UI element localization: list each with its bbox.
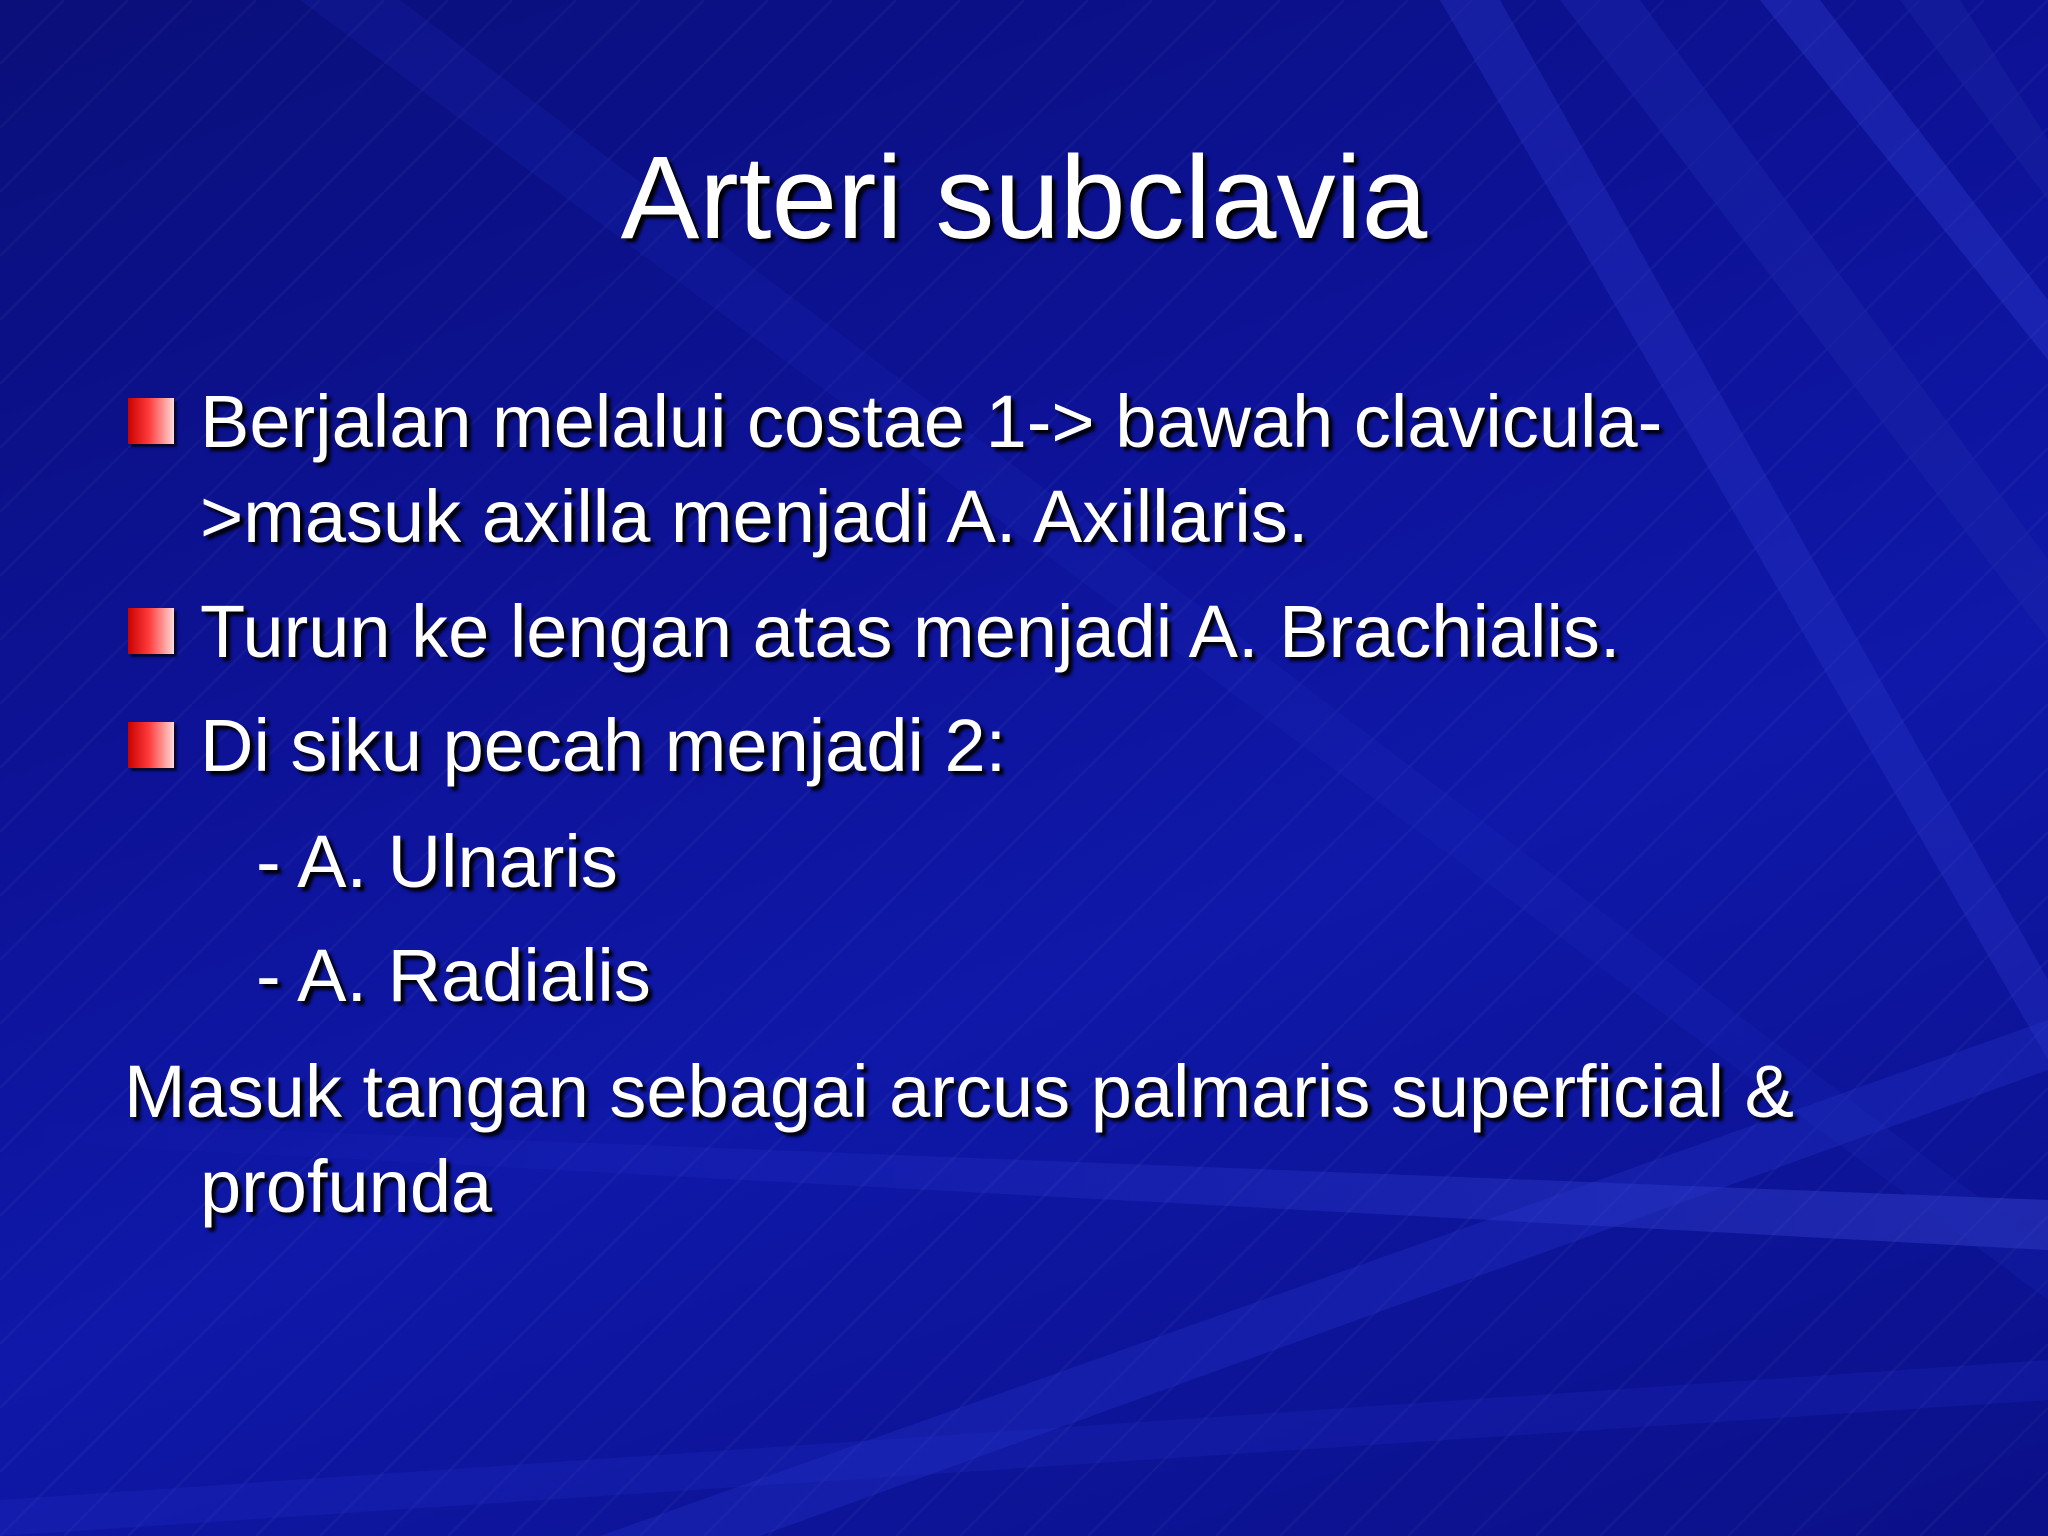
bullet-square-icon [128,398,174,444]
closing-paragraph [124,1044,1924,1234]
bullet-item-1-line-1: Berjalan melalui costae 1-> bawah clavicula- [200,380,1663,463]
bullet-item-2-text: Turun ke lengan atas menjadi A. Brachialis. [200,590,1621,673]
bullet-item-1-line-2: >masuk axilla menjadi A. Axillaris. [200,475,1309,558]
bullet-item-1 [200,374,1900,564]
bullet-square-icon [128,608,174,654]
bullet-item-3-text: Di siku pecah menjadi 2: [200,704,1007,787]
closing-line-2: profunda [200,1145,493,1228]
bullet-item-3 [200,698,1900,793]
bullet-square-icon [128,722,174,768]
closing-line-1: Masuk tangan sebagai arcus palmaris superficial & [124,1050,1794,1133]
bullet-item-2 [200,584,1900,679]
sub-item-radialis: - A. Radialis [256,934,651,1017]
slide-title: Arteri subclavia [620,132,1428,264]
sub-item-ulnaris: - A. Ulnaris [256,820,618,903]
